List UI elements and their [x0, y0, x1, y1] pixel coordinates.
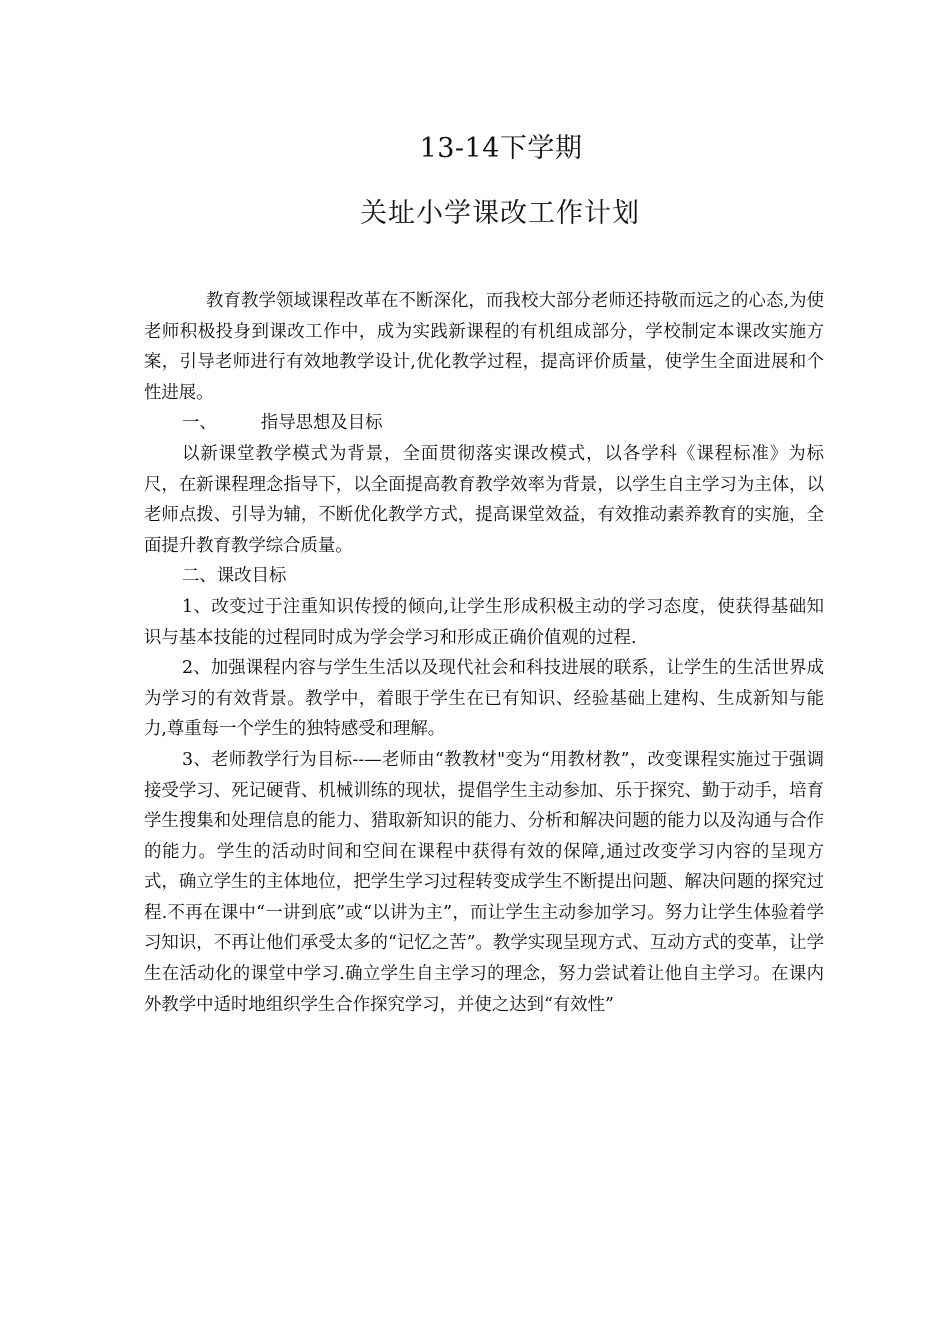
section-heading-guiding [144, 408, 824, 439]
guiding-paragraph: 以新课堂教学模式为背景，全面贯彻落实课改模式，以各学科《课程标准》为标尺，在新课程理念指导下，以全面提高教育教学效率为背景，以学生自主学习为主体，以老师点拨、引导为辅，不断优化教学方式，提高课堂效益，有效推动素养教育的实施，全面提升教育教学综合质量。 [144, 443, 824, 556]
document-title-plan: 关址小学课改工作计划 [360, 198, 640, 229]
intro-paragraph: 教育教学领域课程改革在不断深化，而我校大部分老师还持敬而远之的心态,为使老师积极投身到课改工作中，成为实践新课程的有机组成部分，学校制定本课改实施方案，引导老师进行有效地教学设计,优化教学过程，提高评价质量，使学生全面进展和个性进展。 [144, 291, 824, 403]
goal-item-3: 3、老师教学行为目标--—老师由“教教材"变为“用教材教”，改变课程实施过于强调接受学习、死记硬背、机械训练的现状，提倡学生主动参加、乐于探究、勤于动手，培育学生搜集和处理信息的能力、猎取新知识的能力、分析和解决问题的能力以及沟通与合作的能力。学生的活动时间和空间在课程中获得有效的保障,通过改变学习内容的呈现方式，确立学生的主体地位，把学生学习过程转变成学生不断提出问题、解决问题的探究过程.不再在课中“一讲到底”或“以讲为主”，而让学生主动参加学习。努力让学生体验着学习知识，不再让他们承受太多的“记忆之苦”。教学实现呈现方式、互动方式的变革，让学生在活动化的课堂中学习.确立学生自主学习的理念，努力尝试着让他自主学习。在课内外教学中适时地组织学生合作探究学习，并使之达到“有效性” [144, 749, 824, 1015]
section-heading-goals: 二、课改目标 [182, 566, 287, 587]
goal-item-1: 1、改变过于注重知识传授的倾向,让学生形成积极主动的学习态度，使获得基础知识与基本技能的过程同时成为学会学习和形成正确价值观的过程. [144, 596, 824, 648]
section-number: 一、 [182, 413, 217, 434]
document-body [144, 286, 824, 1020]
goal-item-2: 2、加强课程内容与学生生活以及现代社会和科技进展的联系，让学生的生活世界成为学习的有效背景。教学中，着眼于学生在已有知识、经验基础上建构、生成新知与能力,尊重每一个学生的独特感受和理解。 [144, 658, 824, 740]
document-title-term: 13-14下学期 [419, 133, 583, 164]
section-title: 指导思想及目标 [260, 413, 383, 434]
